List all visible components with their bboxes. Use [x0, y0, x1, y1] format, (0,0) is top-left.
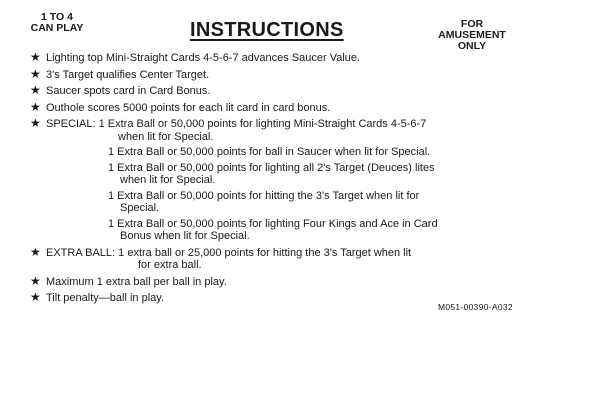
extra-ball-label: EXTRA BALL: — [46, 246, 116, 259]
star-bullet-icon: ★ — [30, 290, 41, 304]
special-entry: 1 Extra Ball or 50,000 points for hitting the 3's Target when lit for Special. — [108, 189, 420, 214]
list-item: ★ Outhole scores 5000 points for each lit card in card bonus. — [30, 99, 331, 114]
star-bullet-icon: ★ — [30, 66, 41, 81]
star-bullet-icon: ★ — [30, 116, 41, 130]
player-count-label: 1 TO 4 CAN PLAY — [30, 11, 84, 34]
list-item: ★ Maximum 1 extra ball per ball in play. — [30, 273, 227, 288]
star-bullet-icon: ★ — [30, 50, 41, 64]
part-number: M051-00390-A032 — [438, 302, 513, 312]
special-entry: SPECIAL: 1 Extra Ball or 50,000 points for lighting Mini-Straight Cards 4-5-6-7 when lit for Special. — [46, 118, 427, 143]
list-item: ★ Saucer spots card in Card Bonus. — [30, 83, 211, 97]
special-entry: 1 Extra Ball or 50,000 points for ball in Saucer when lit for Special. — [108, 146, 431, 158]
star-bullet-icon: ★ — [30, 273, 41, 288]
special-entry: 1 Extra Ball or 50,000 points for lighting all 2's Target (Deuces) lites when lit for Special. — [108, 161, 435, 186]
list-item: ★ Tilt penalty—ball in play. — [30, 290, 164, 304]
instruction-list — [30, 52, 550, 309]
page-title: INSTRUCTIONS — [190, 19, 344, 41]
star-bullet-icon: ★ — [30, 99, 41, 114]
special-section — [30, 118, 550, 243]
special-entries — [108, 146, 550, 243]
list-item: ★ Lighting top Mini-Straight Cards 4-5-6-7 advances Saucer Value. — [30, 50, 361, 64]
star-bullet-icon: ★ — [30, 244, 41, 259]
amusement-notice: FOR AMUSEMENT ONLY — [438, 18, 506, 52]
star-bullet-icon: ★ — [30, 83, 41, 97]
special-entry: 1 Extra Ball or 50,000 points for lighting Four Kings and Ace in Card Bonus when lit for Special. — [108, 217, 438, 242]
list-item: ★ 3's Target qualifies Center Target. — [30, 66, 210, 81]
extra-ball-section: ★ EXTRA BALL: 1 extra ball or 25,000 points for hitting the 3's Target when lit for extra ball. — [30, 244, 412, 271]
special-label: SPECIAL: — [46, 118, 96, 130]
